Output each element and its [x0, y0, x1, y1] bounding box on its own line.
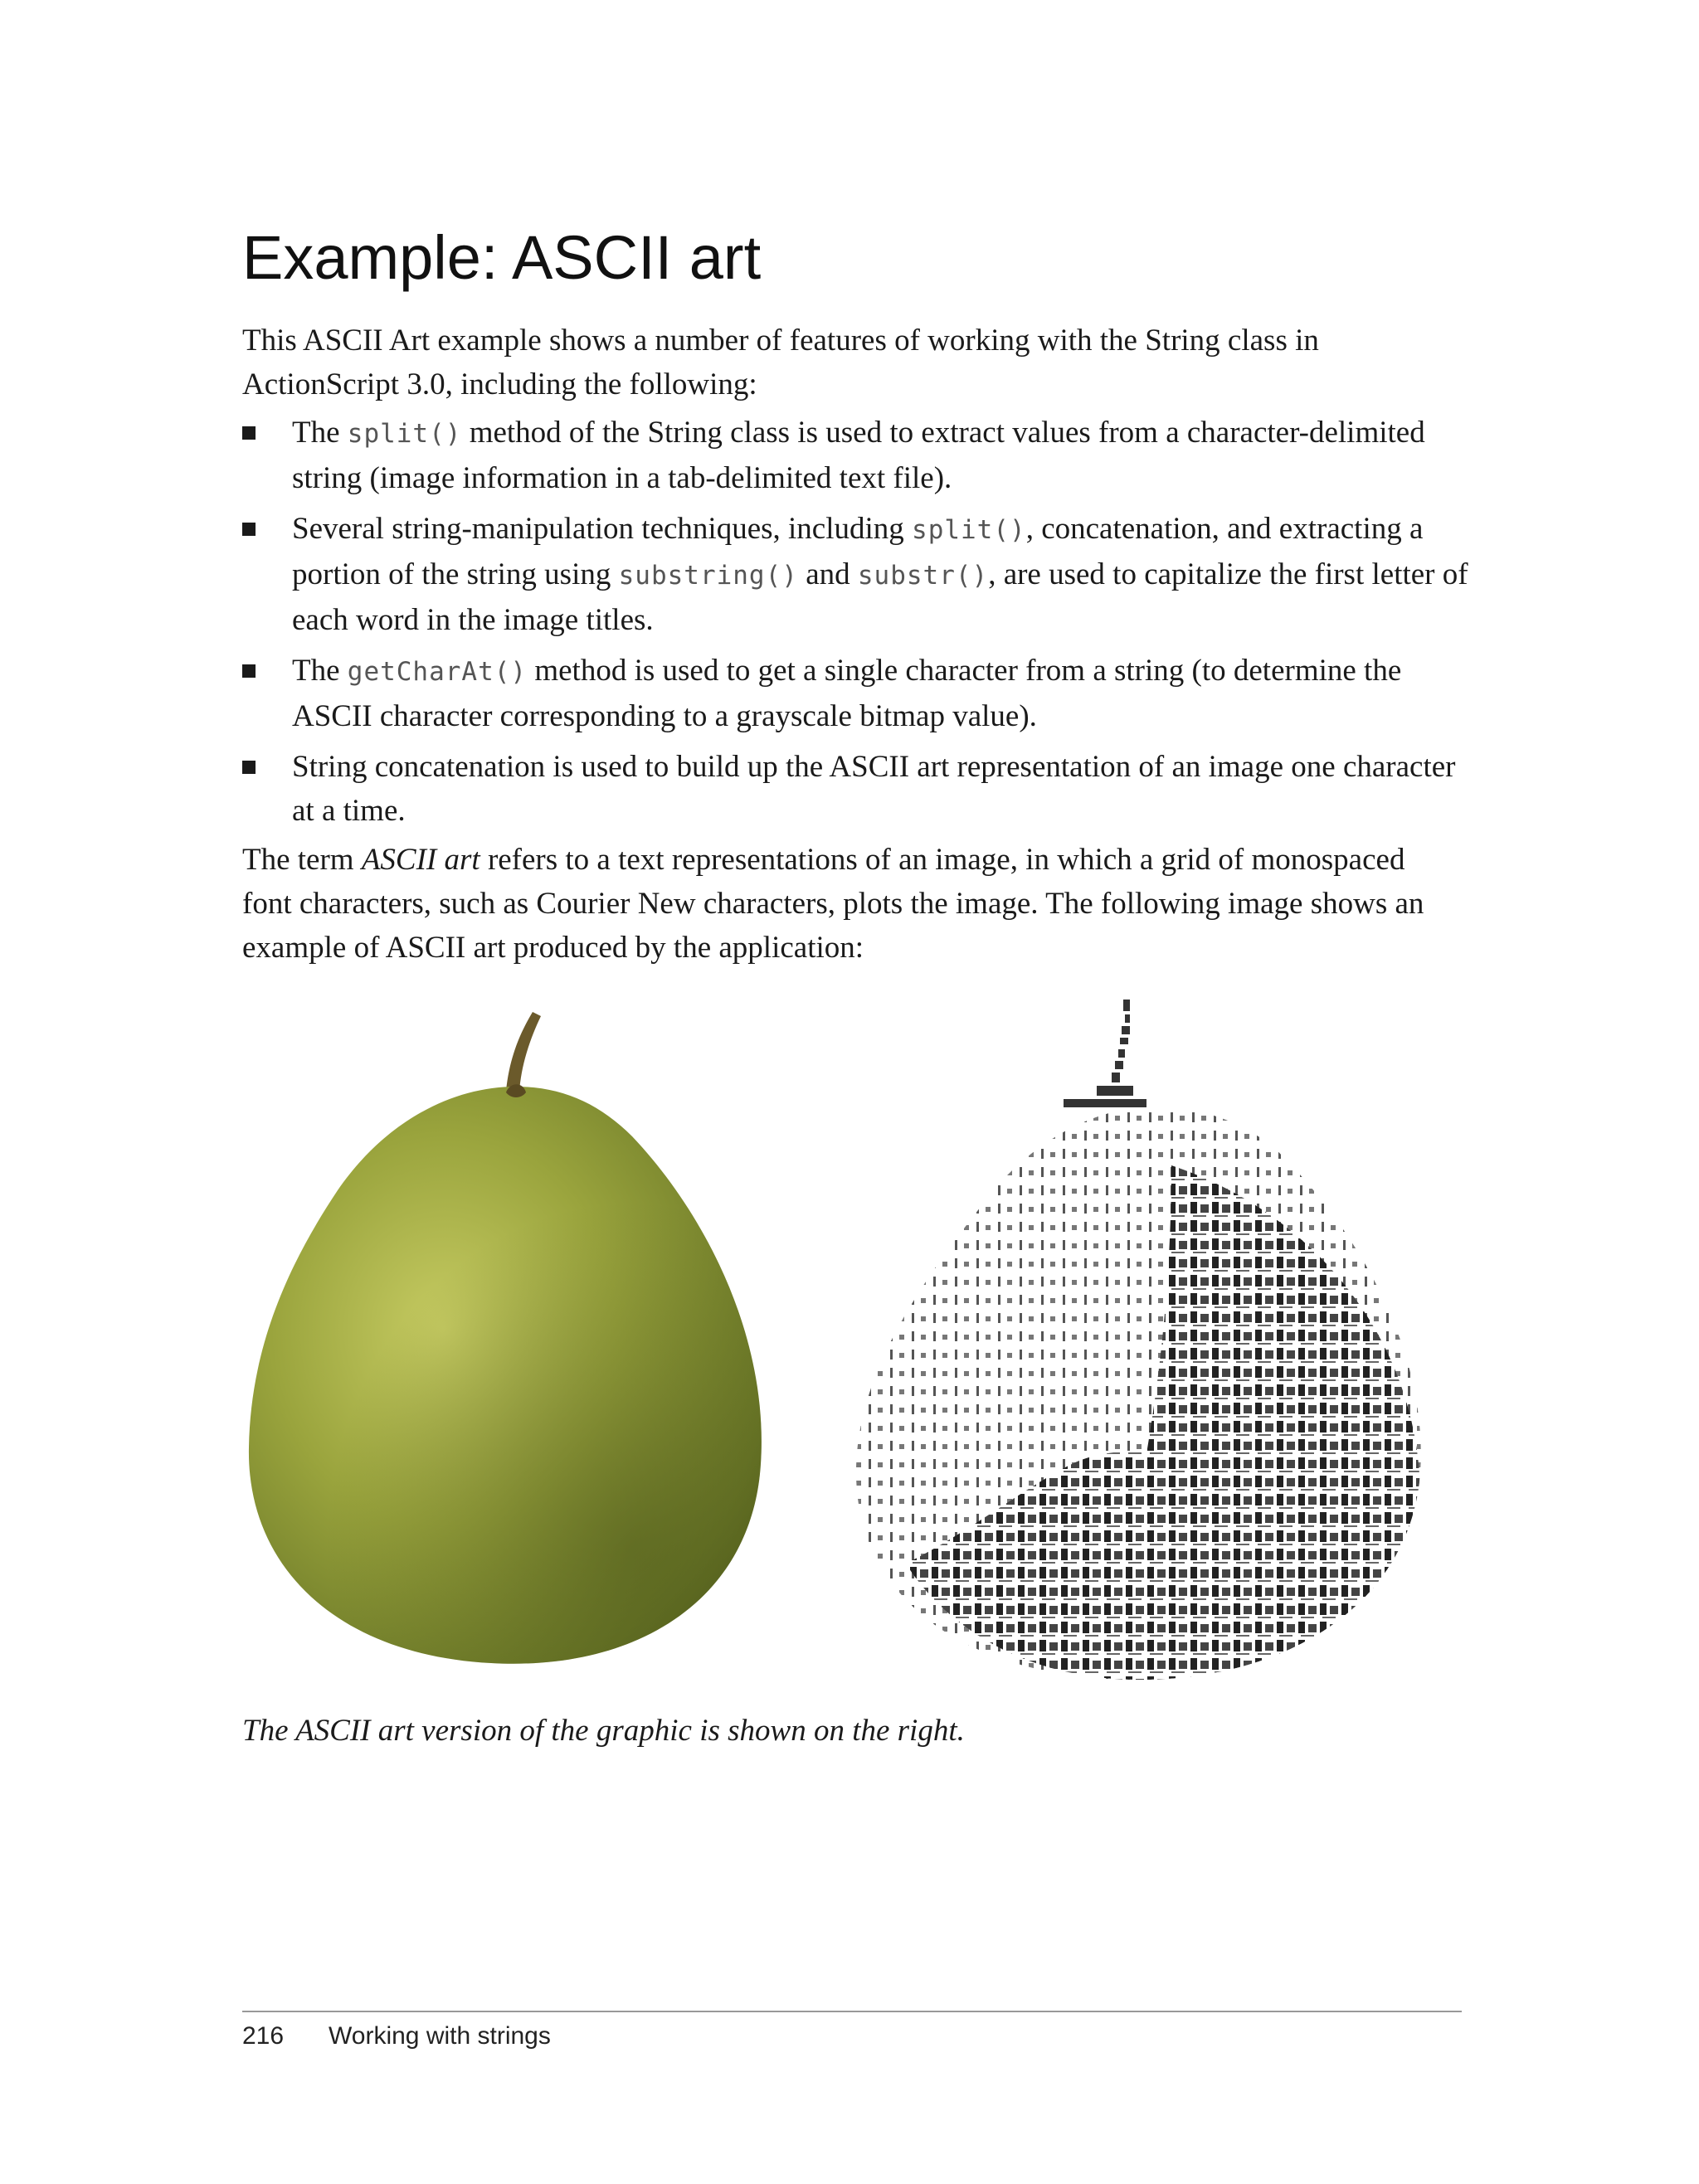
intro-paragraph: This ASCII Art example shows a number of features of working with the String class in ActionScript 3.0, including the following:	[242, 323, 1319, 401]
footer-divider	[242, 2011, 1462, 2012]
list-item-text: method of the String class is used to extract values from a character-delimited string (image information in a tab-delimited text file).	[292, 416, 1425, 495]
paragraph-text: The term	[242, 843, 362, 877]
pear-stem	[506, 1012, 541, 1092]
list-item	[242, 507, 1470, 642]
pear-photo-image	[242, 1000, 773, 1680]
ascii-art-paragraph	[242, 838, 1462, 970]
ascii-stem	[1064, 1000, 1146, 1107]
list-item-text: The	[292, 654, 348, 688]
list-item-text: , are used to capitalize the first letter of each word in the image titles.	[292, 557, 1468, 637]
page-number: 216	[242, 2022, 285, 2050]
figure	[242, 1000, 1470, 1696]
code-substring: substring()	[618, 561, 798, 591]
term-ascii-art: ASCII art	[361, 843, 480, 877]
section-name: Working with strings	[329, 2022, 551, 2050]
feature-list	[242, 411, 1470, 839]
list-item-text: String concatenation is used to build up the ASCII art representation of an image one character at a time.	[292, 750, 1456, 828]
figure-caption: The ASCII art version of the graphic is shown on the right.	[242, 1714, 965, 1748]
code-substr: substr()	[857, 561, 989, 591]
code-getcharat: getCharAt()	[347, 657, 528, 687]
code-split: split()	[347, 419, 462, 449]
bullet-square-icon	[242, 426, 256, 440]
list-item	[242, 745, 1470, 833]
list-item	[242, 649, 1470, 738]
paragraph-text: refers to a text representations of an image, in which a grid of monospaced font characters, such as Courier New characters, plots the image. The following image shows an example of ASCII art produced by the application:	[242, 843, 1424, 965]
code-split: split()	[912, 515, 1026, 545]
list-item-text: The	[292, 416, 348, 450]
list-item	[242, 411, 1470, 500]
page-footer	[242, 2022, 551, 2050]
list-item-text: method is used to get a single character from a string (to determine the ASCII character corresponding to a grayscale bitmap value).	[292, 654, 1402, 733]
list-item-text: and	[797, 557, 858, 591]
bullet-square-icon	[242, 523, 256, 536]
ascii-art-pear-image	[823, 1000, 1470, 1688]
list-item-text: , concatenation, and extracting a portion of the string using	[292, 512, 1424, 591]
page-title: Example: ASCII art	[242, 223, 762, 292]
bullet-square-icon	[242, 664, 256, 678]
bullet-square-icon	[242, 761, 256, 774]
list-item-text: Several string-manipulation techniques, including	[292, 512, 913, 546]
